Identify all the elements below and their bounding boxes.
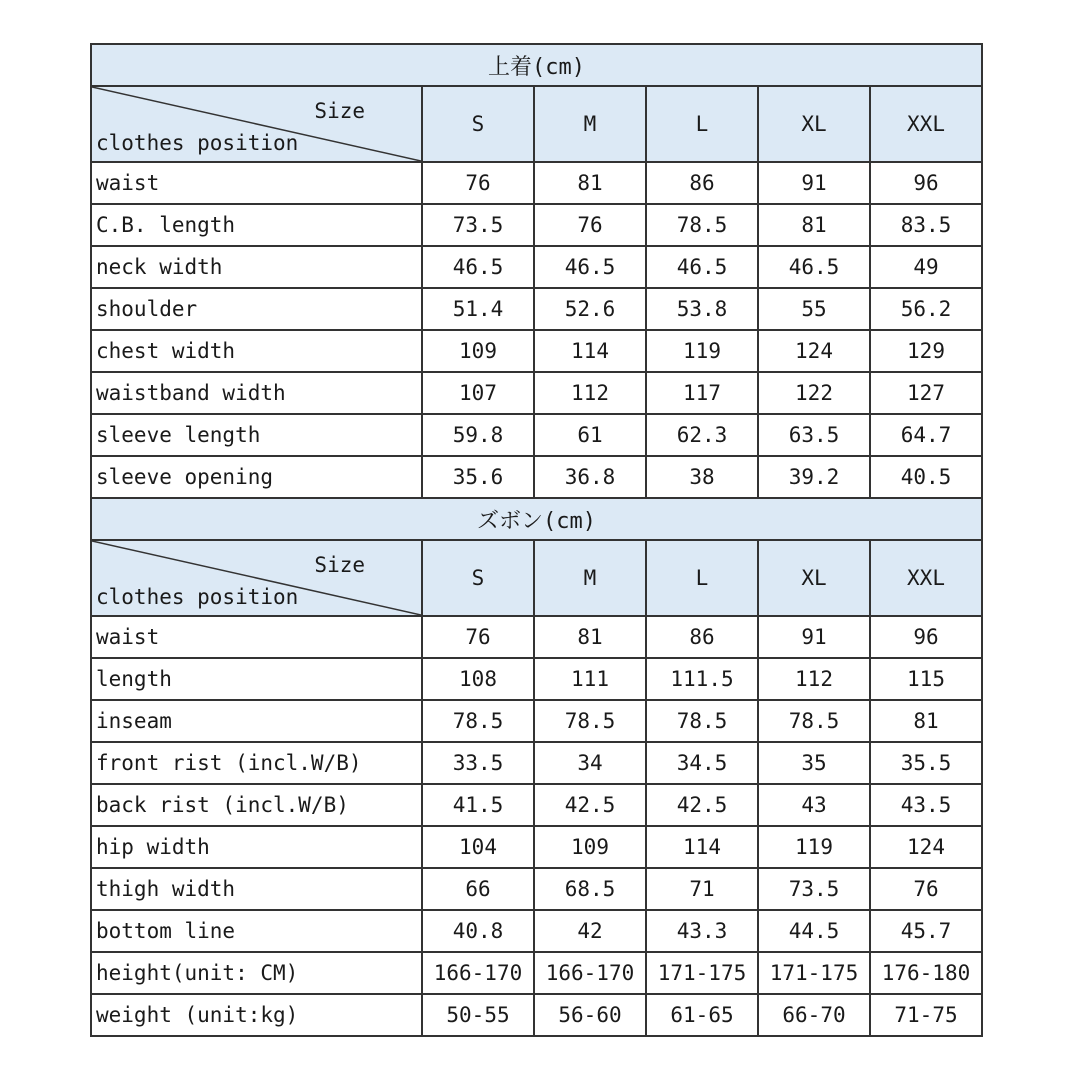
table-row xyxy=(91,246,982,288)
measurement-value: 34.5 xyxy=(646,742,758,784)
measurement-label: waist xyxy=(91,162,422,204)
bottom-table-title: ズボン(cm) xyxy=(91,498,982,540)
measurement-value: 115 xyxy=(870,658,982,700)
measurement-value: 109 xyxy=(422,330,534,372)
measurement-value: 96 xyxy=(870,616,982,658)
measurement-label: height(unit: CM) xyxy=(91,952,422,994)
table-row xyxy=(91,616,982,658)
measurement-value: 68.5 xyxy=(534,868,646,910)
measurement-value: 129 xyxy=(870,330,982,372)
measurement-label: chest width xyxy=(91,330,422,372)
measurement-label: front rist (incl.W/B) xyxy=(91,742,422,784)
measurement-label: thigh width xyxy=(91,868,422,910)
measurement-label: hip width xyxy=(91,826,422,868)
measurement-value: 71 xyxy=(646,868,758,910)
table-row xyxy=(91,952,982,994)
table-row xyxy=(91,372,982,414)
measurement-value: 127 xyxy=(870,372,982,414)
top-header-corner xyxy=(91,86,422,162)
measurement-value: 38 xyxy=(646,456,758,498)
measurement-value: 35.5 xyxy=(870,742,982,784)
table-row xyxy=(91,162,982,204)
measurement-value: 59.8 xyxy=(422,414,534,456)
bottom-header-row xyxy=(91,540,982,616)
measurement-value: 46.5 xyxy=(534,246,646,288)
measurement-value: 45.7 xyxy=(870,910,982,952)
measurement-label: back rist (incl.W/B) xyxy=(91,784,422,826)
measurement-label: bottom line xyxy=(91,910,422,952)
top-table-title: 上着(cm) xyxy=(91,44,982,86)
measurement-value: 46.5 xyxy=(646,246,758,288)
measurement-value: 124 xyxy=(870,826,982,868)
measurement-value: 122 xyxy=(758,372,870,414)
measurement-value: 81 xyxy=(534,616,646,658)
measurement-value: 81 xyxy=(870,700,982,742)
measurement-value: 111 xyxy=(534,658,646,700)
clothes-position-label: clothes position xyxy=(96,585,299,609)
measurement-value: 114 xyxy=(534,330,646,372)
measurement-value: 108 xyxy=(422,658,534,700)
measurement-label: sleeve opening xyxy=(91,456,422,498)
measurement-value: 124 xyxy=(758,330,870,372)
measurement-value: 107 xyxy=(422,372,534,414)
measurement-value: 62.3 xyxy=(646,414,758,456)
measurement-value: 40.5 xyxy=(870,456,982,498)
table-row xyxy=(91,742,982,784)
table-row xyxy=(91,994,982,1036)
measurement-value: 111.5 xyxy=(646,658,758,700)
measurement-value: 81 xyxy=(534,162,646,204)
measurement-value: 73.5 xyxy=(758,868,870,910)
measurement-value: 76 xyxy=(422,616,534,658)
measurement-value: 119 xyxy=(646,330,758,372)
measurement-value: 66-70 xyxy=(758,994,870,1036)
table-row xyxy=(91,330,982,372)
table-row xyxy=(91,456,982,498)
size-header-xl: XL xyxy=(758,540,870,616)
size-header-s: S xyxy=(422,86,534,162)
measurement-value: 53.8 xyxy=(646,288,758,330)
measurement-value: 86 xyxy=(646,616,758,658)
measurement-value: 46.5 xyxy=(758,246,870,288)
measurement-value: 35.6 xyxy=(422,456,534,498)
measurement-value: 78.5 xyxy=(534,700,646,742)
size-label: Size xyxy=(314,553,365,577)
measurement-value: 42 xyxy=(534,910,646,952)
measurement-label: length xyxy=(91,658,422,700)
measurement-label: weight (unit:kg) xyxy=(91,994,422,1036)
table-row xyxy=(91,784,982,826)
measurement-label: shoulder xyxy=(91,288,422,330)
measurement-value: 76 xyxy=(870,868,982,910)
measurement-value: 42.5 xyxy=(646,784,758,826)
measurement-value: 63.5 xyxy=(758,414,870,456)
measurement-value: 171-175 xyxy=(758,952,870,994)
measurement-label: sleeve length xyxy=(91,414,422,456)
measurement-value: 52.6 xyxy=(534,288,646,330)
measurement-value: 166-170 xyxy=(422,952,534,994)
measurement-value: 83.5 xyxy=(870,204,982,246)
clothes-position-label: clothes position xyxy=(96,131,299,155)
size-header-m: M xyxy=(534,540,646,616)
size-header-s: S xyxy=(422,540,534,616)
measurement-value: 55 xyxy=(758,288,870,330)
size-header-l: L xyxy=(646,86,758,162)
table-row xyxy=(91,658,982,700)
measurement-value: 61 xyxy=(534,414,646,456)
table-row xyxy=(91,288,982,330)
measurement-value: 36.8 xyxy=(534,456,646,498)
table-row xyxy=(91,826,982,868)
measurement-value: 104 xyxy=(422,826,534,868)
measurement-value: 40.8 xyxy=(422,910,534,952)
measurement-value: 81 xyxy=(758,204,870,246)
measurement-value: 42.5 xyxy=(534,784,646,826)
measurement-value: 76 xyxy=(422,162,534,204)
size-header-m: M xyxy=(534,86,646,162)
measurement-value: 112 xyxy=(534,372,646,414)
measurement-value: 56.2 xyxy=(870,288,982,330)
measurement-value: 91 xyxy=(758,162,870,204)
measurement-value: 166-170 xyxy=(534,952,646,994)
measurement-value: 78.5 xyxy=(646,700,758,742)
measurement-label: inseam xyxy=(91,700,422,742)
measurement-value: 43 xyxy=(758,784,870,826)
measurement-label: neck width xyxy=(91,246,422,288)
measurement-value: 43.5 xyxy=(870,784,982,826)
measurement-value: 43.3 xyxy=(646,910,758,952)
size-header-xl: XL xyxy=(758,86,870,162)
measurement-value: 76 xyxy=(534,204,646,246)
bottom-header-corner xyxy=(91,540,422,616)
measurement-label: waist xyxy=(91,616,422,658)
measurement-value: 73.5 xyxy=(422,204,534,246)
measurement-value: 66 xyxy=(422,868,534,910)
measurement-value: 39.2 xyxy=(758,456,870,498)
measurement-value: 34 xyxy=(534,742,646,784)
measurement-value: 51.4 xyxy=(422,288,534,330)
measurement-value: 117 xyxy=(646,372,758,414)
measurement-value: 49 xyxy=(870,246,982,288)
size-header-xxl: XXL xyxy=(870,540,982,616)
measurement-value: 78.5 xyxy=(422,700,534,742)
measurement-value: 96 xyxy=(870,162,982,204)
measurement-value: 171-175 xyxy=(646,952,758,994)
measurement-value: 33.5 xyxy=(422,742,534,784)
measurement-value: 50-55 xyxy=(422,994,534,1036)
table-row xyxy=(91,910,982,952)
measurement-value: 44.5 xyxy=(758,910,870,952)
measurement-value: 114 xyxy=(646,826,758,868)
measurement-label: C.B. length xyxy=(91,204,422,246)
measurement-value: 78.5 xyxy=(758,700,870,742)
measurement-value: 35 xyxy=(758,742,870,784)
measurement-value: 109 xyxy=(534,826,646,868)
table-row xyxy=(91,700,982,742)
measurement-value: 61-65 xyxy=(646,994,758,1036)
measurement-value: 64.7 xyxy=(870,414,982,456)
measurement-value: 176-180 xyxy=(870,952,982,994)
measurement-label: waistband width xyxy=(91,372,422,414)
measurement-value: 86 xyxy=(646,162,758,204)
bottom-table-body xyxy=(91,498,982,1036)
measurement-value: 78.5 xyxy=(646,204,758,246)
measurement-value: 119 xyxy=(758,826,870,868)
size-label: Size xyxy=(314,99,365,123)
measurement-value: 91 xyxy=(758,616,870,658)
measurement-value: 71-75 xyxy=(870,994,982,1036)
measurement-value: 112 xyxy=(758,658,870,700)
measurement-value: 41.5 xyxy=(422,784,534,826)
size-header-xxl: XXL xyxy=(870,86,982,162)
top-size-table xyxy=(90,43,983,499)
measurement-value: 56-60 xyxy=(534,994,646,1036)
top-table-body xyxy=(91,44,982,498)
top-header-row xyxy=(91,86,982,162)
table-row xyxy=(91,204,982,246)
measurement-value: 46.5 xyxy=(422,246,534,288)
table-row xyxy=(91,868,982,910)
table-row xyxy=(91,414,982,456)
size-header-l: L xyxy=(646,540,758,616)
bottom-size-table xyxy=(90,497,983,1037)
